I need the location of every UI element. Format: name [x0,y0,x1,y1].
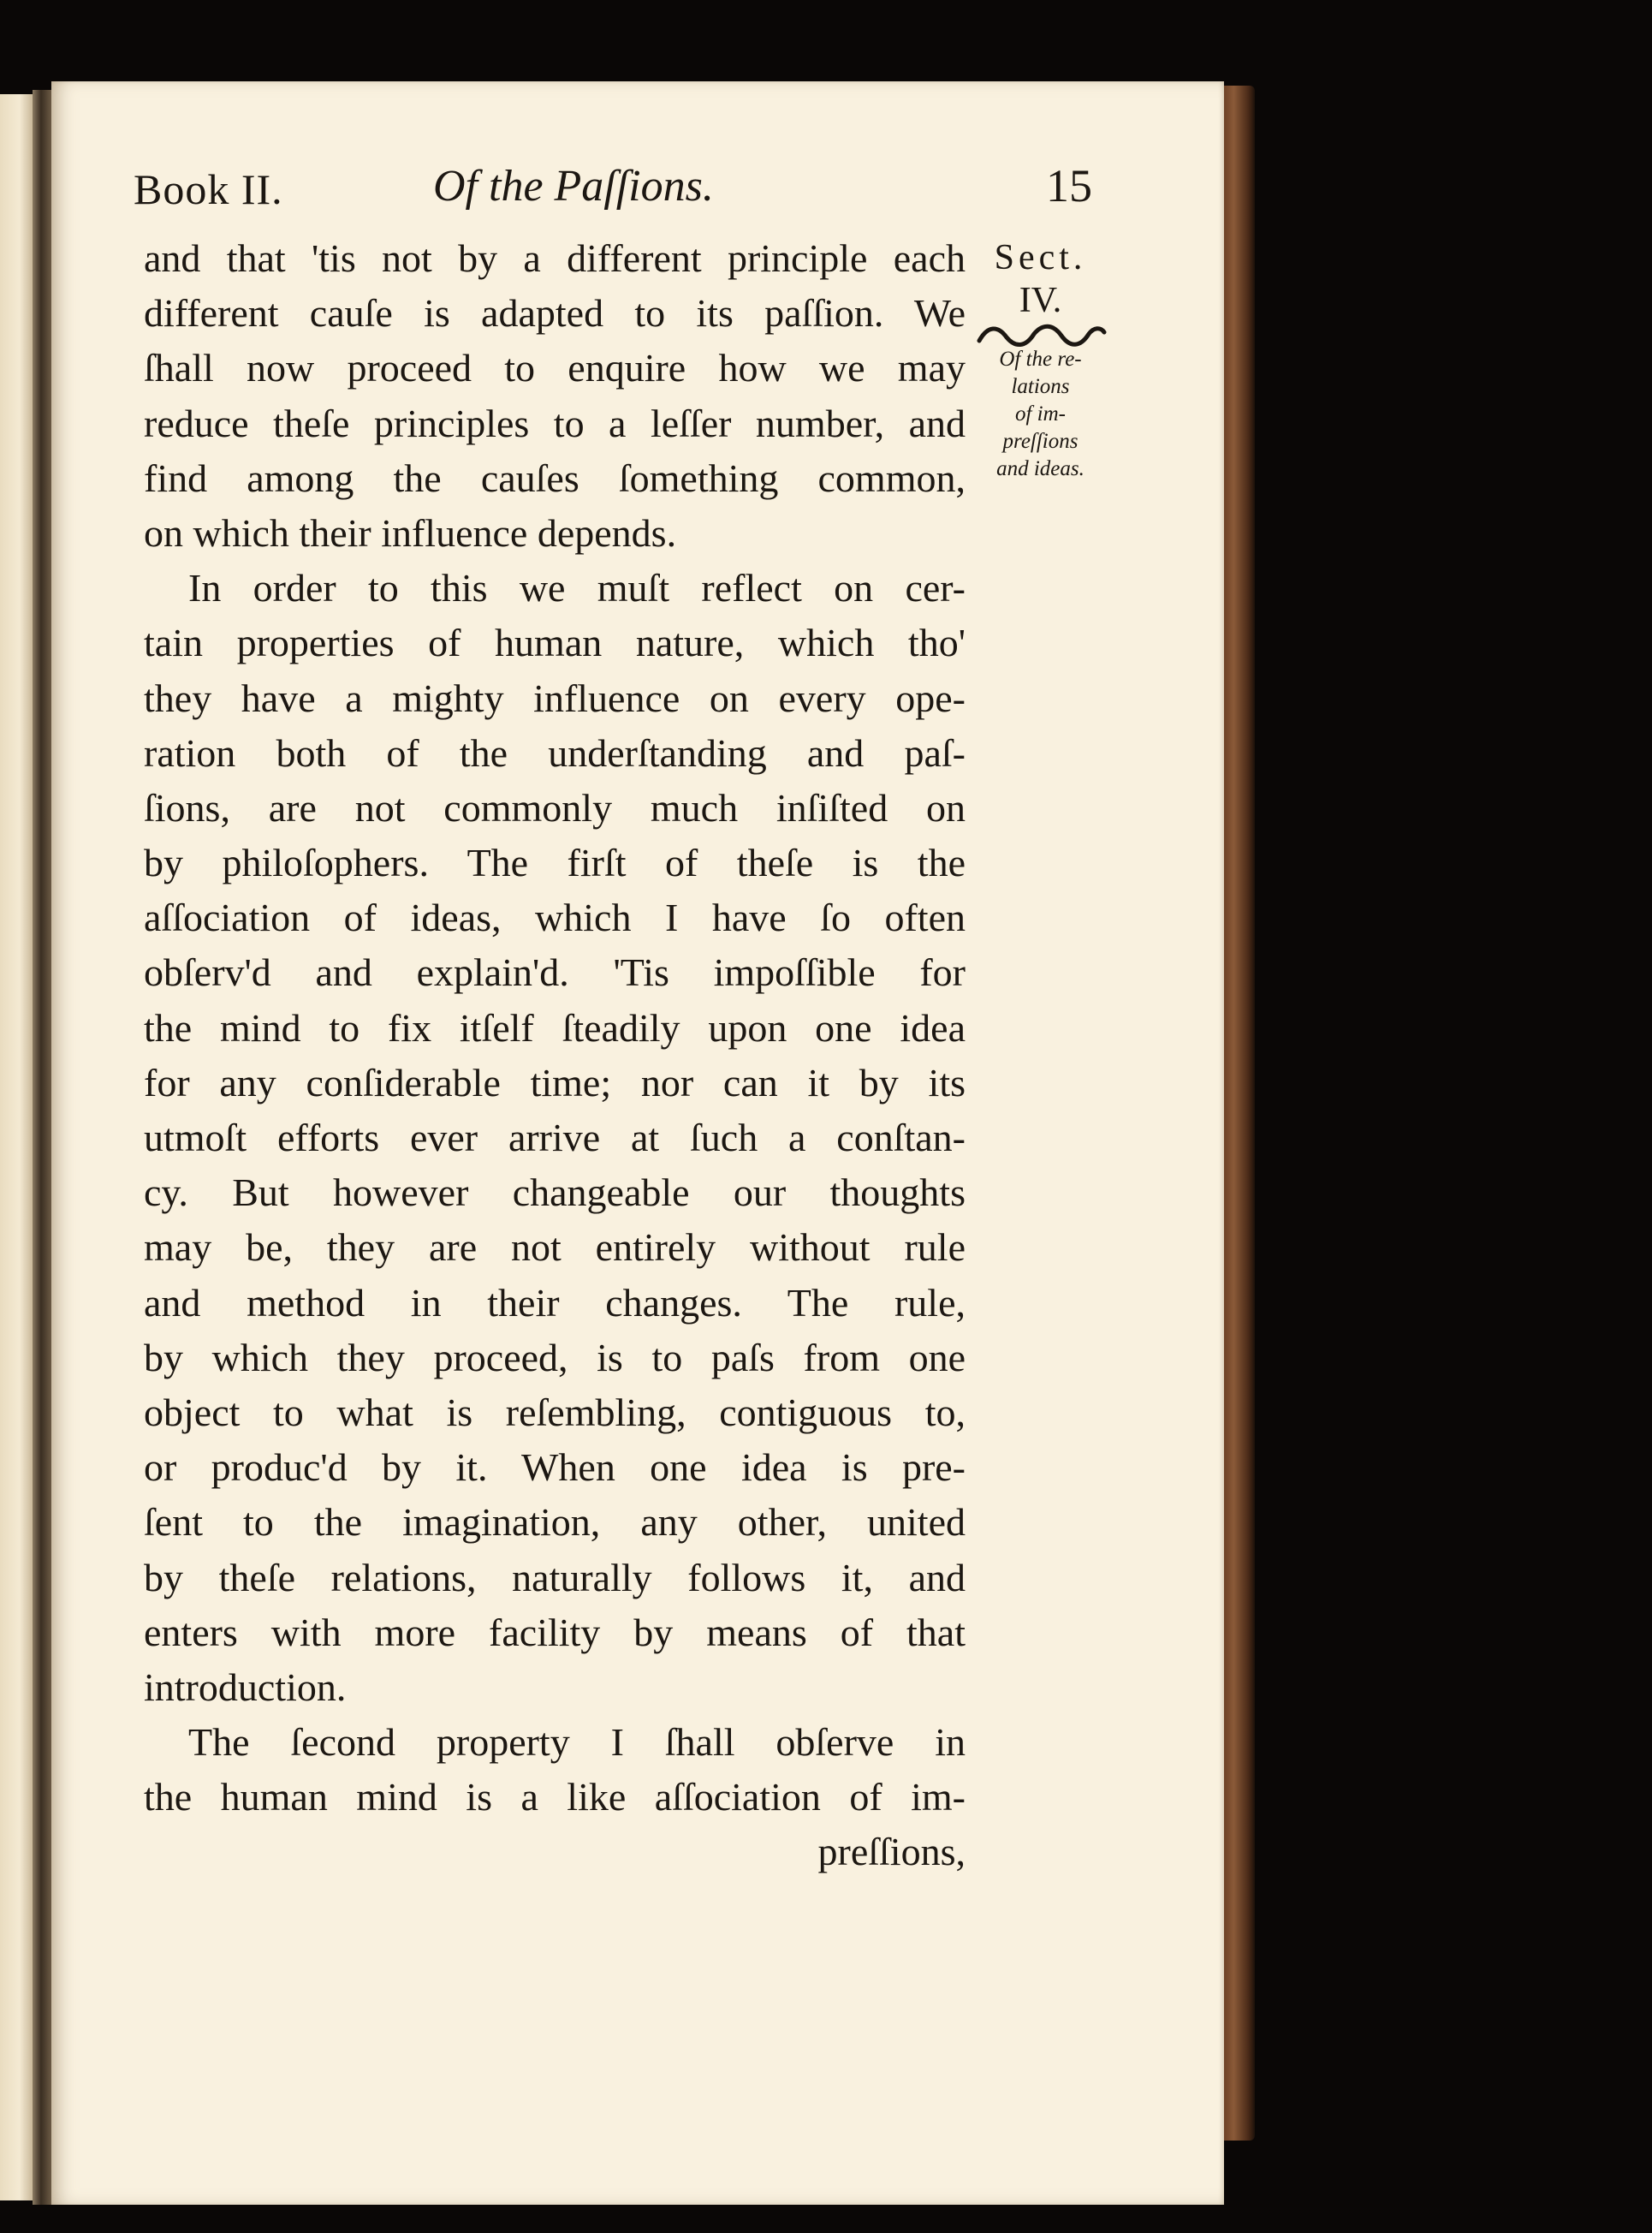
text-line: different cauſe is adapted to its paſſion. We [144,291,966,336]
text-line: enters with more facility by means of that [144,1610,966,1654]
text-line: may be, they are not entirely without rule [144,1225,966,1270]
margin-note-line: preſſions [1002,430,1079,453]
text-line: and method in their changes. The rule, [144,1280,966,1325]
text-line: and that 'tis not by a different principle each [144,236,966,280]
text-line: The ſecond property I ſhall obſerve in [188,1720,966,1765]
text-line: cy. But however changeable our thoughts [144,1170,966,1215]
text-line: introduction. [144,1664,347,1709]
text-line: for any conſiderable time; nor can it by its [144,1060,966,1105]
facing-page-edge [0,94,33,2200]
section-number: IV. [1019,281,1062,320]
text-line: or produc'd by it. When one idea is pre- [144,1445,966,1490]
margin-note-line: of im- [1014,402,1067,426]
text-line: aſſociation of ideas, which I have ſo often [144,896,966,940]
header-title: Of the Paſſions. [433,162,714,211]
margin-note-line: lations [1011,375,1070,398]
running-head [134,156,1092,224]
text-line: tain properties of human nature, which tho' [144,621,966,665]
text-line: obſerv'd and explain'd. 'Tis impoſſible for [144,950,966,995]
text-line: ſhall now proceed to enquire how we may [144,346,966,390]
page-number: 15 [1046,160,1092,211]
text-line: by which they proceed, is to paſs from one [144,1335,966,1379]
text-line: In order to this we muſt reflect on cer- [188,566,966,610]
text-line: object to what is reſembling, contiguous to, [144,1390,966,1434]
section-label: Sect. [994,238,1087,277]
text-line: ration both of the underſtanding and paſ- [144,730,966,775]
catchword: preſſions, [817,1830,966,1874]
text-line: the human mind is a like aſſociation of im- [144,1775,966,1819]
text-line: utmoſt efforts ever arrive at ſuch a conſtan- [144,1116,966,1159]
book-cover-edge [1222,86,1255,2141]
book-label: Book II. [134,165,283,213]
text-line: the mind to fix itſelf ſteadily upon one idea [144,1005,966,1050]
text-line: by theſe relations, naturally follows it, and [144,1555,966,1599]
text-line: find among the cauſes ſomething common, [144,456,966,500]
margin-note-text [966,346,1115,483]
text-line: ſions, are not commonly much inſiſted on [144,785,966,830]
text-line: reduce theſe principles to a leſſer number, and [144,401,966,445]
margin-note-line: Of the re- [999,348,1082,371]
text-line: on which their influence depends. [144,510,677,555]
wavy-rule-ornament-icon [972,322,1109,348]
text-line: by philoſophers. The firſt of theſe is the [144,841,966,885]
text-line: they have a mighty influence on every ope- [144,676,966,720]
margin-note [966,236,1115,483]
margin-note-line: and ideas. [996,457,1084,480]
book-gutter [33,90,51,2205]
body-text [144,231,966,1880]
text-line: ſent to the imagination, any other, united [144,1500,966,1545]
